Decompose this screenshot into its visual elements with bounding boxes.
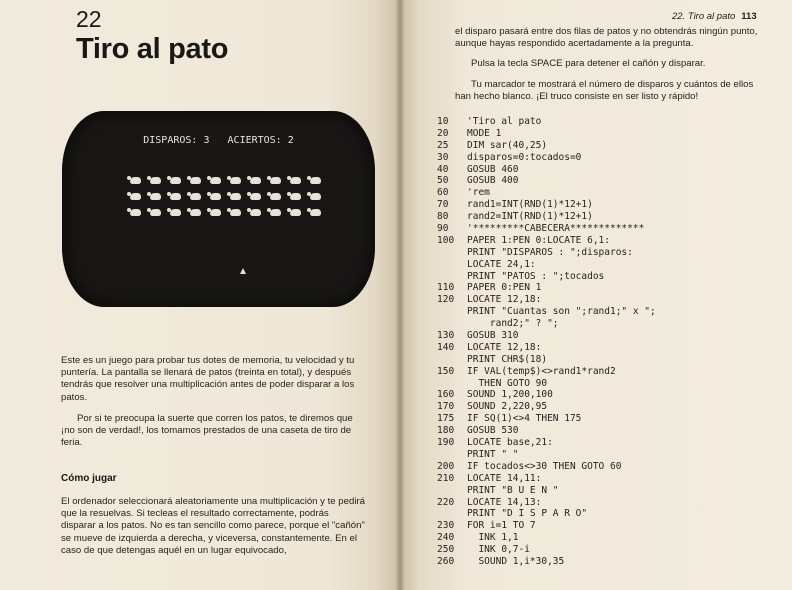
section-heading: Cómo jugar	[61, 473, 117, 484]
code-line	[437, 437, 777, 449]
code-line	[437, 366, 777, 378]
code-text: LOCATE 14,13:	[467, 496, 542, 508]
line-number: 25	[437, 139, 449, 151]
line-number: 170	[437, 401, 455, 413]
game-screenshot	[62, 111, 375, 307]
code-text: IF tocados<>30 THEN GOTO 60	[467, 460, 622, 472]
line-number	[437, 485, 467, 497]
code-line	[437, 175, 777, 187]
code-text: IF VAL(temp$)<>rand1*rand2	[467, 365, 616, 377]
code-line	[437, 318, 777, 330]
code-line	[437, 473, 777, 485]
code-line	[437, 556, 777, 568]
line-number: 20	[437, 127, 449, 139]
code-text: 'Tiro al pato	[467, 116, 542, 127]
line-number: 30	[437, 151, 449, 163]
code-text: GOSUB 310	[467, 330, 519, 342]
duck-icon	[310, 193, 321, 200]
duck-icon	[190, 193, 201, 200]
duck-icon	[150, 193, 161, 200]
code-line	[437, 116, 777, 128]
code-line	[437, 354, 777, 366]
line-number: 175	[437, 413, 455, 425]
code-line	[437, 532, 777, 544]
line-number: 250	[437, 544, 455, 556]
code-text: PRINT "Cuantas son ";rand1;" x ";	[467, 306, 656, 318]
code-line	[437, 449, 777, 461]
code-text: PRINT CHR$(18)	[467, 353, 548, 365]
code-text: PRINT "B U E N "	[467, 484, 559, 496]
duck-icon	[150, 177, 161, 184]
duck-icon	[130, 209, 141, 216]
intro-paragraph-2: Por si te preocupa la suerte que corren los patos, te diremos que ¡no son de verdad!, los tomamos prestados de una caseta de tiro de feria.	[61, 412, 353, 449]
line-number	[437, 354, 467, 366]
cannon-icon	[240, 268, 246, 274]
code-text: '*********CABECERA*************	[467, 223, 645, 235]
duck-icon	[270, 209, 281, 216]
line-number	[437, 508, 467, 520]
line-number	[437, 271, 467, 283]
code-text: PRINT "DISPAROS : ";disparos:	[467, 246, 633, 258]
line-number: 150	[437, 365, 455, 377]
code-text: SOUND 1,i*30,35	[467, 555, 565, 567]
code-text: GOSUB 530	[467, 425, 519, 437]
chapter-title: Tiro al pato	[76, 33, 229, 65]
line-number: 190	[437, 437, 455, 449]
paragraph-3: Tu marcador te mostrará el número de disparos y cuántos de ellos han hecho blanco. ¡El truco consiste en ser listo y rápido!	[455, 78, 754, 102]
code-line	[437, 306, 777, 318]
code-line	[437, 485, 777, 497]
code-line	[437, 389, 777, 401]
line-number: 80	[437, 211, 449, 223]
code-text: LOCATE base,21:	[467, 437, 553, 449]
code-text: rand2;" ? ";	[467, 318, 559, 330]
line-number: 90	[437, 223, 449, 235]
line-number: 60	[437, 187, 449, 199]
duck-icon	[190, 209, 201, 216]
code-text: PRINT " "	[467, 448, 519, 460]
code-line	[437, 508, 777, 520]
line-number: 70	[437, 199, 449, 211]
page-number: 113	[741, 11, 757, 22]
line-number	[437, 378, 467, 390]
code-text: THEN GOTO 90	[467, 377, 548, 389]
code-line	[437, 378, 777, 390]
intro-text	[61, 355, 366, 458]
code-line	[437, 247, 777, 259]
code-line	[437, 294, 777, 306]
duck-icon	[310, 209, 321, 216]
code-line	[437, 128, 777, 140]
duck-icon	[250, 209, 261, 216]
code-line	[437, 401, 777, 413]
code-text: PAPER 0:PEN 1	[467, 282, 542, 294]
code-line	[437, 259, 777, 271]
duck-icon	[130, 177, 141, 184]
code-text: SOUND 2,220,95	[467, 401, 548, 413]
code-line	[437, 235, 777, 247]
line-number: 230	[437, 520, 455, 532]
code-text: SOUND 1,200,100	[467, 389, 553, 401]
duck-icon	[270, 193, 281, 200]
line-number: 210	[437, 472, 455, 484]
code-text: PRINT "PATOS : ";tocados	[467, 270, 605, 282]
code-text: INK 0,7-i	[467, 544, 530, 556]
code-text: LOCATE 24,1:	[467, 258, 536, 270]
line-number: 240	[437, 532, 455, 544]
line-number	[437, 247, 467, 259]
code-text: GOSUB 460	[467, 163, 519, 175]
paragraph-2: Pulsa la tecla SPACE para detener el cañón y disparar.	[471, 58, 706, 70]
running-header-title: 22. Tiro al pato	[672, 11, 736, 22]
code-line	[437, 164, 777, 176]
line-number: 130	[437, 330, 455, 342]
code-text: GOSUB 400	[467, 175, 519, 187]
duck-icon	[310, 177, 321, 184]
code-text: rand2=INT(RND(1)*12+1)	[467, 211, 593, 223]
book-gutter	[396, 0, 404, 590]
duck-icon	[210, 177, 221, 184]
code-text: LOCATE 12,18:	[467, 294, 542, 306]
code-text: MODE 1	[467, 127, 502, 139]
code-text: 'rem	[467, 187, 490, 199]
duck-icon	[290, 209, 301, 216]
code-line	[437, 497, 777, 509]
code-line	[437, 152, 777, 164]
line-number: 220	[437, 496, 455, 508]
code-text: IF SQ(1)<>4 THEN 175	[467, 413, 582, 425]
duck-icon	[270, 177, 281, 184]
score-status-text: DISPAROS: 3 ACIERTOS: 2	[143, 135, 294, 146]
line-number	[437, 259, 467, 271]
code-line	[437, 271, 777, 283]
code-text: DIM sar(40,25)	[467, 139, 548, 151]
line-number: 50	[437, 175, 449, 187]
code-line	[437, 342, 777, 354]
line-number: 140	[437, 341, 455, 353]
code-line	[437, 544, 777, 556]
line-number: 180	[437, 425, 455, 437]
code-line	[437, 413, 777, 425]
code-text: disparos=0:tocados=0	[467, 151, 582, 163]
intro-paragraph-1: Este es un juego para probar tus dotes de memoria, tu velocidad y tu puntería. La pantalla se llenará de patos (treinta en total), y después tendrás que resolver una multiplicación antes de poder disparar a los patos.	[61, 355, 355, 403]
duck-icon	[230, 193, 241, 200]
code-line	[437, 520, 777, 532]
code-text: INK 1,1	[467, 532, 519, 544]
line-number: 120	[437, 294, 455, 306]
line-number: 100	[437, 234, 455, 246]
line-number: 160	[437, 389, 455, 401]
paragraph-1: el disparo pasará entre dos filas de patos y no obtendrás ningún punto, aunque hayas respondido acertadamente a la pregunta.	[455, 26, 758, 50]
chapter-number: 22	[76, 6, 102, 32]
duck-icon	[210, 193, 221, 200]
code-text: PRINT "D I S P A R O"	[467, 508, 588, 520]
duck-icon	[230, 209, 241, 216]
line-number: 110	[437, 282, 455, 294]
running-header	[672, 11, 757, 22]
code-line	[437, 223, 777, 235]
right-paragraphs	[455, 26, 767, 103]
duck-icon	[170, 177, 181, 184]
code-text: PAPER 1:PEN 0:LOCATE 6,1:	[467, 234, 610, 246]
duck-icon	[210, 209, 221, 216]
duck-icon	[130, 193, 141, 200]
duck-icon	[230, 177, 241, 184]
duck-icon	[250, 193, 261, 200]
code-text: LOCATE 12,18:	[467, 341, 542, 353]
duck-icon	[250, 177, 261, 184]
line-number: 40	[437, 163, 449, 175]
line-number	[437, 318, 467, 330]
code-line	[437, 461, 777, 473]
line-number: 10	[437, 116, 449, 127]
code-line	[437, 187, 777, 199]
duck-icon	[170, 209, 181, 216]
basic-code-listing	[437, 116, 777, 568]
code-text: rand1=INT(RND(1)*12+1)	[467, 199, 593, 211]
duck-icon	[170, 193, 181, 200]
code-line	[437, 199, 777, 211]
line-number	[437, 306, 467, 318]
line-number: 200	[437, 460, 455, 472]
code-line	[437, 425, 777, 437]
code-text: LOCATE 14,11:	[467, 472, 542, 484]
code-line	[437, 282, 777, 294]
line-number: 260	[437, 555, 455, 567]
duck-icon	[290, 177, 301, 184]
code-text: FOR i=1 TO 7	[467, 520, 536, 532]
line-number	[437, 449, 467, 461]
howto-paragraph: El ordenador seleccionará aleatoriamente una multiplicación y te pedirá que la resuelvas. Si tecleas el resultado correctamente, podrás disparar a los patos. No es tan sencillo como parece, porque el "cañón" se mueve de izquierda a derecha, y viceversa, constantemente. En el caso de que detengas aquél en un lugar equivocado,	[61, 496, 365, 556]
code-line	[437, 140, 777, 152]
duck-icon	[190, 177, 201, 184]
code-line	[437, 330, 777, 342]
code-line	[437, 211, 777, 223]
duck-icon	[290, 193, 301, 200]
duck-icon	[150, 209, 161, 216]
